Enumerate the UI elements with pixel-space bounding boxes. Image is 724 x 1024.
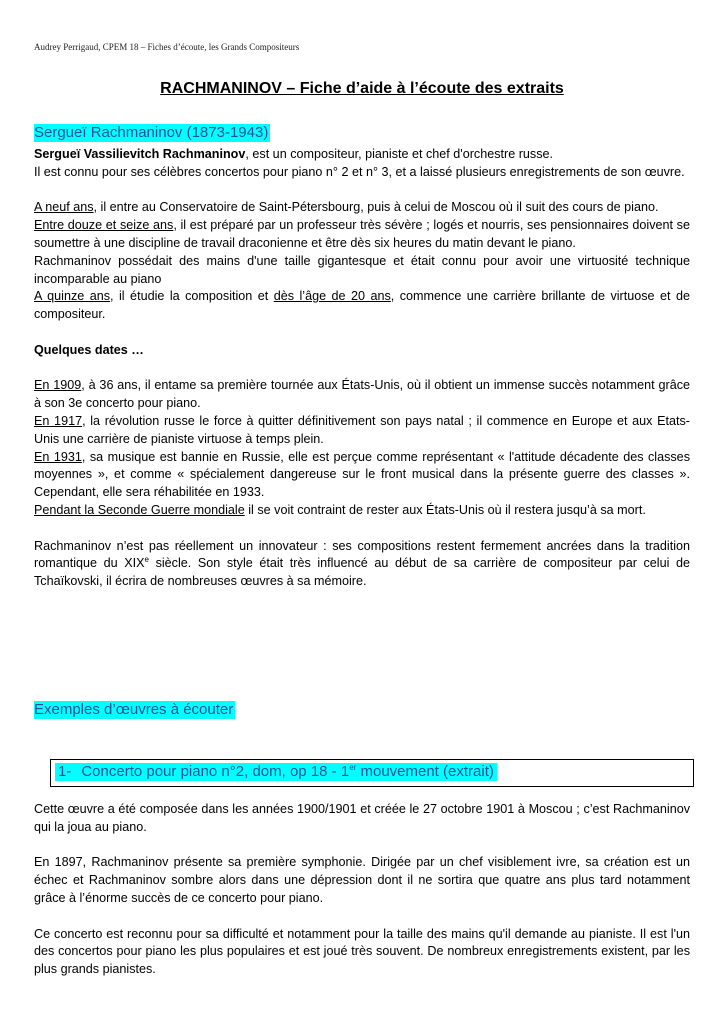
page-header: Audrey Perrigaud, CPEM 18 – Fiches d’écoute, les Grands Compositeurs: [34, 42, 300, 52]
composer-full-name: Sergueï Vassilievitch Rachmaninov: [34, 147, 246, 161]
examples-heading: [34, 701, 235, 719]
date-1931: En 1931, sa musique est bannie en Russie, elle est perçue comme représentant « l'attitude décadente des classes moyennes », et comme « spécialement dangereuse sur le front musical dans la présente guerre des classes ». Cependant, elle sera réhabilitée en 1933.: [34, 449, 690, 500]
work-title-box: [50, 759, 694, 787]
dates-heading: Quelques dates …: [34, 342, 144, 357]
date-ww2: Pendant la Seconde Guerre mondiale il se voit contraint de rester aux États-Unis où il restera jusqu’à sa mort.: [34, 502, 646, 517]
date-1917: En 1917, la révolution russe le force à quitter définitivement son pays natal ; il commence en Europe et aux Etats-Unis une carrière de pianiste virtuose à temps plein.: [34, 413, 690, 446]
bio-heading-text: Sergueï Rachmaninov (1873-1943): [34, 124, 269, 141]
bio-heading: [34, 124, 270, 142]
bio-section: [34, 146, 690, 591]
page-title: RACHMANINOV – Fiche d’aide à l’écoute des extraits: [160, 80, 564, 97]
examples-heading-text: Exemples d’œuvres à écouter: [34, 701, 234, 718]
bio-paragraph-4: A quinze ans, il étudie la composition et dès l’âge de 20 ans, commence une carrière brillante de virtuose et de compositeur.: [34, 289, 690, 322]
work-paragraph-1: Cette œuvre a été composée dans les années 1900/1901 et créée le 27 octobre 1901 à Moscou ; c’est Rachmaninov qui la joua au piano.: [34, 802, 690, 834]
work-paragraph-2: En 1897, Rachmaninov présente sa première symphonie. Dirigée par un chef visiblement ivre, sa création est un échec et Rachmaninov sombre alors dans une dépression dont il ne sortira que quatre ans plus tard notamment grâce à l’énorme succès de ce concerto pour piano.: [34, 855, 690, 905]
bio-intro-2: Il est connu pour ses célèbres concertos pour piano n° 2 et n° 3, et a laissé plusieurs enregistrements de son œuvre.: [34, 164, 685, 179]
work-description: [34, 801, 690, 979]
date-1909: En 1909, à 36 ans, il entame sa première tournée aux États-Unis, où il obtient un immense succès notamment grâce à son 3e concerto pour piano.: [34, 378, 690, 411]
bio-paragraph-2: Entre douze et seize ans, il est préparé par un professeur très sévère ; logés et nourris, ses pensionnaires doivent se soumettre à une discipline de travail draconienne et être dès six heures du matin devant le piano.: [34, 218, 690, 250]
bio-paragraph-3: Rachmaninov possédait des mains d'une taille gigantesque et était connu pour avoir une virtuosité technique incomparable au piano: [34, 253, 690, 286]
style-paragraph: Rachmaninov n’est pas réellement un innovateur : ses compositions restent fermement ancrées dans la tradition romantique du XIXe siècle. Son style était très influencé au début de sa carrière de compositeur par celui de Tchaïkovski, il écrira de nombreuses œuvres à sa mémoire.: [34, 538, 690, 589]
bio-intro: Sergueï Vassilievitch Rachmaninov, est un compositeur, pianiste et chef d'orchestre russe.: [34, 147, 554, 161]
work-paragraph-3: Ce concerto est reconnu pour sa difficulté et notamment pour la taille des mains qu'il demande au pianiste. Il est l'un des concertos pour piano les plus populaires et est joué très souvent. De nombreux enregistrements existent, par les plus grands pianistes.: [34, 926, 690, 977]
bio-paragraph-1: A neuf ans, il entre au Conservatoire de Saint-Pétersbourg, puis à celui de Moscou où il suit des cours de piano.: [34, 200, 659, 215]
work-title: 1- Concerto pour piano n°2, dom, op 18 - 1er mouvement (extrait): [55, 763, 497, 781]
